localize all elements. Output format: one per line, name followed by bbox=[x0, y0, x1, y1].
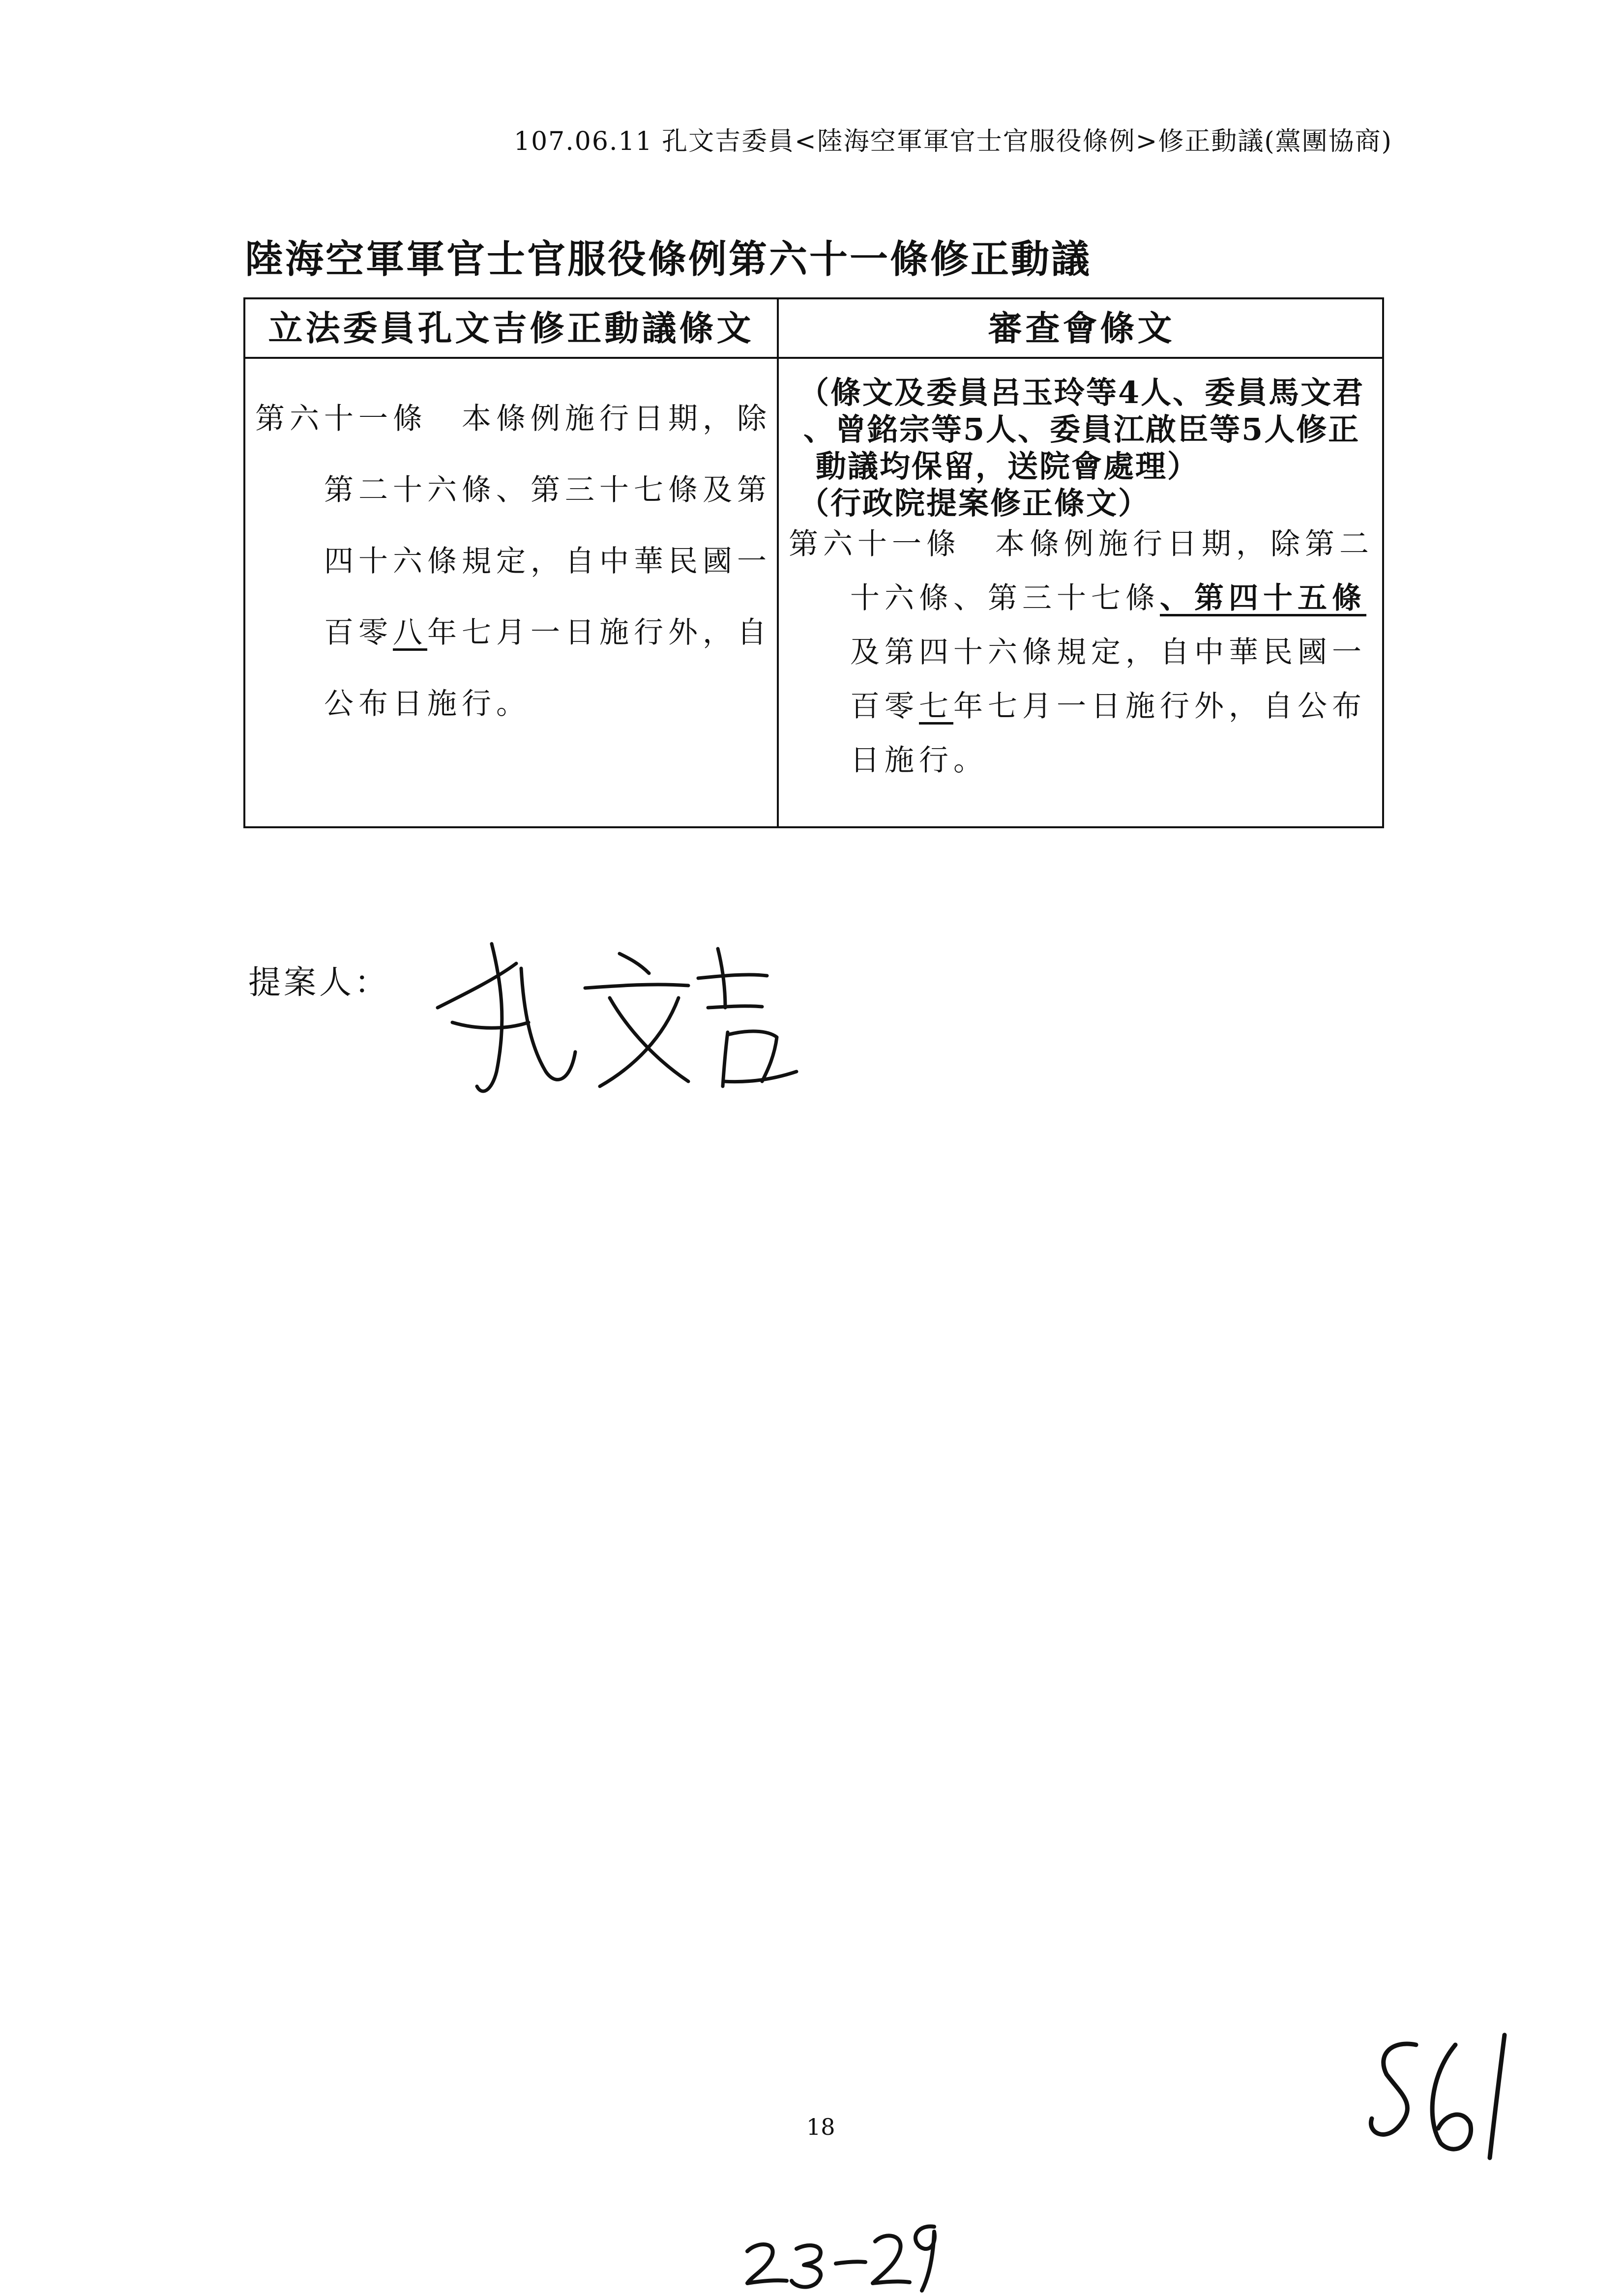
table-header-divider bbox=[245, 357, 1382, 359]
right-text-line-2 bbox=[850, 575, 1366, 617]
left-text-line-4 bbox=[324, 609, 771, 651]
document-title: 陸海空軍軍官士官服役條例第六十一條修正動議 bbox=[245, 237, 1092, 282]
right-line-2-before: 十六條、第三十七條 bbox=[850, 581, 1160, 615]
right-line-4-before: 百零 bbox=[850, 689, 919, 724]
handwritten-page-mark bbox=[1357, 2030, 1534, 2178]
right-note-line-4: （行政院提案修正條文） bbox=[798, 485, 1151, 521]
table-header-right: 審查會條文 bbox=[988, 308, 1175, 349]
document-header: 107.06.11 孔文吉委員<陸海空軍軍官士官服役條例>修正動議(黨團協商) bbox=[514, 127, 1392, 156]
left-text-line-1: 第六十一條 本條例施行日期，除 bbox=[255, 402, 771, 436]
comparison-table bbox=[243, 297, 1384, 828]
right-underlined-year: 七 bbox=[919, 689, 953, 724]
left-text-line-3: 四十六條規定，自中華民國一 bbox=[324, 544, 771, 579]
right-text-line-1: 第六十一條 本條例施行日期，除第二 bbox=[789, 527, 1374, 561]
right-note-line-2: 、曾銘宗等5人、委員江啟臣等5人修正 bbox=[803, 411, 1360, 447]
table-column-divider bbox=[777, 299, 779, 826]
left-text-line-5: 公布日施行。 bbox=[324, 687, 531, 721]
left-underlined-year: 八 bbox=[393, 615, 427, 650]
right-text-line-4 bbox=[850, 683, 1366, 725]
right-note-line-3: 動議均保留，送院會處理） bbox=[816, 448, 1200, 484]
right-line-4-after: 年七月一日施行外，自公布 bbox=[953, 689, 1366, 724]
right-text-line-3: 及第四十六條規定，自中華民國一 bbox=[850, 635, 1366, 669]
proposer-label: 提案人： bbox=[248, 963, 390, 1001]
table-header-left: 立法委員孔文吉修正動議條文 bbox=[268, 308, 754, 349]
handwritten-bottom-mark bbox=[738, 2212, 944, 2296]
right-text-line-5: 日施行。 bbox=[850, 743, 988, 778]
page-number: 18 bbox=[806, 2114, 835, 2140]
left-text-line-2: 第二十六條、第三十七條及第 bbox=[324, 473, 771, 507]
left-line-4-after: 年七月一日施行外，自 bbox=[427, 615, 771, 650]
right-note-line-1: （條文及委員呂玉玲等4人、委員馬文君 bbox=[798, 375, 1365, 410]
signature bbox=[423, 924, 816, 1111]
left-line-4-before: 百零 bbox=[324, 615, 393, 650]
right-underlined-article: 、第四十五條 bbox=[1160, 581, 1366, 615]
